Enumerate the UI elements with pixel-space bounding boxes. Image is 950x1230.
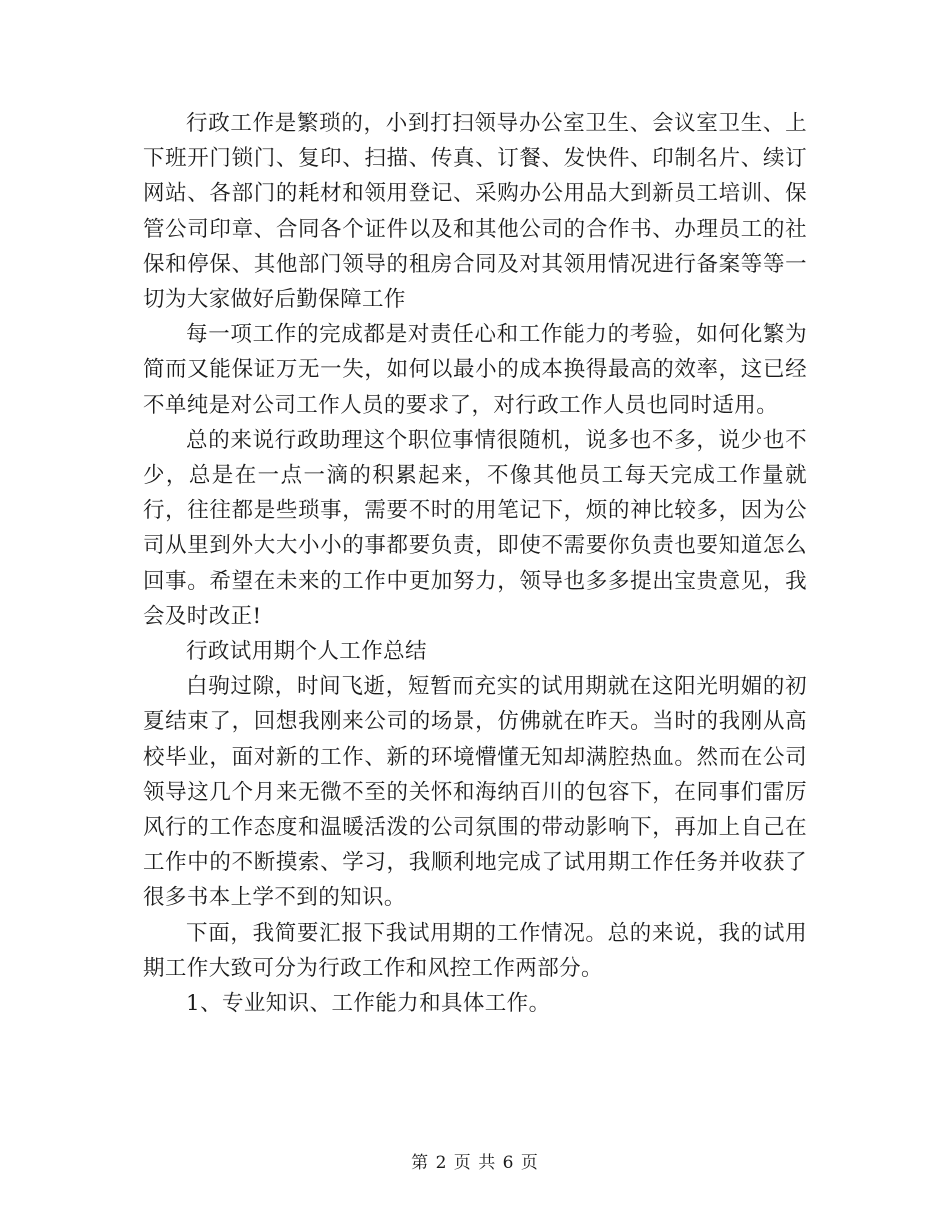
section-heading: 行政试用期个人工作总结 <box>186 639 427 665</box>
paragraph-admin-work: 行政工作是繁琐的，小到打扫领导办公室卫生、会议室卫生、上下班开门锁门、复印、扫描、传真、订餐、发快件、印制名片、续订网站、各部门的耗材和领用登记、采购办公用品大到新员工培训、保管公司印章、合同各个证件以及和其他公司的合作书、办理员工的社保和停保、其他部门领导的租房合同及对其领用情况进行备案等等一切为大家做好后勤保障工作 <box>143 111 807 313</box>
paragraph-report-overview: 下面，我简要汇报下我试用期的工作情况。总的来说，我的试用期工作大致可分为行政工作和风控工作两部分。 <box>143 920 807 981</box>
list-item-1: 1、专业知识、工作能力和具体工作。 <box>186 991 551 1017</box>
paragraph-summary: 总的来说行政助理这个职位事情很随机，说多也不多，说少也不少，总是在一点一滴的积累起来，不像其他员工每天完成工作量就行，往往都是些琐事，需要不时的用笔记下，烦的神比较多，因为公司从里到外大大小小的事都要负责，即使不需要你负责也要知道怎么回事。希望在未来的工作中更加努力，领导也多多提出宝贵意见，我会及时改正! <box>143 427 807 629</box>
page-number-footer: 第 2 页 共 6 页 <box>411 1153 539 1173</box>
paragraph-responsibility: 每一项工作的完成都是对责任心和工作能力的考验，如何化繁为简而又能保证万无一失，如何以最小的成本换得最高的效率，这已经不单纯是对公司工作人员的要求了，对行政工作人员也同时适用。 <box>143 322 807 418</box>
document-body <box>143 106 807 1021</box>
paragraph-probation-intro: 白驹过隙，时间飞逝，短暂而充实的试用期就在这阳光明媚的初夏结束了，回想我刚来公司的场景，仿佛就在昨天。当时的我刚从高校毕业，面对新的工作、新的环境懵懂无知却满腔热血。然而在公司领导这几个月来无微不至的关怀和海纳百川的包容下，在同事们雷厉风行的工作态度和温暖活泼的公司氛围的带动影响下，再加上自己在工作中的不断摸索、学习，我顺利地完成了试用期工作任务并收获了很多书本上学不到的知识。 <box>143 674 807 911</box>
